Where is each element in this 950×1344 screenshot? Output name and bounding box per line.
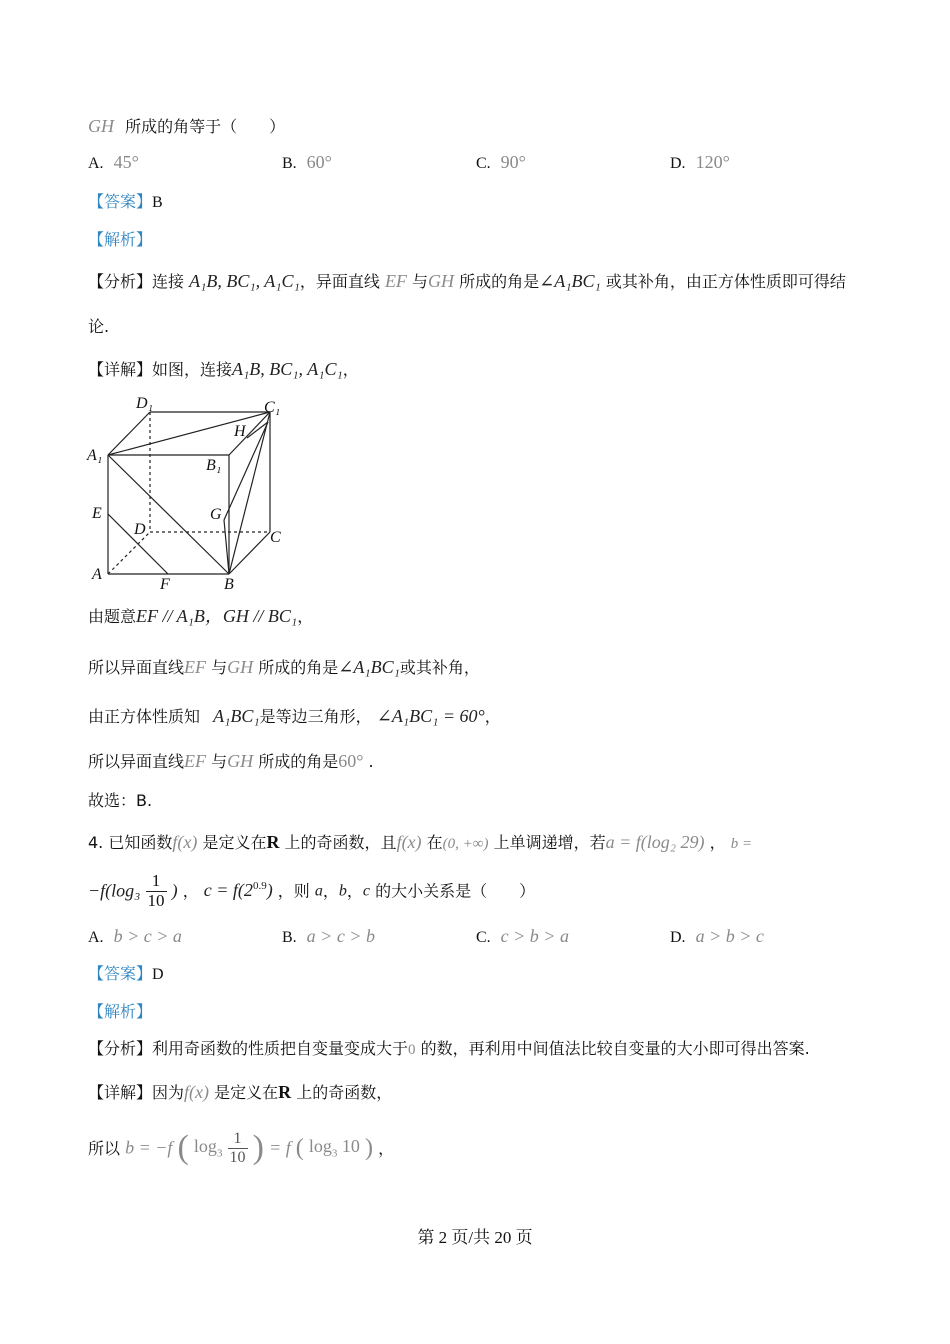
q3-fenxi-cont: 论. bbox=[88, 317, 110, 336]
math: (0, +∞) bbox=[442, 836, 489, 852]
math: R bbox=[278, 1082, 292, 1102]
option-label: A. bbox=[88, 929, 104, 946]
math: A₁B, BC₁, A₁C₁ bbox=[232, 359, 343, 379]
text: 所成的角是 bbox=[258, 658, 339, 677]
option-label: C. bbox=[476, 929, 491, 946]
exponent: 0.9 bbox=[252, 880, 267, 893]
text: 与 bbox=[211, 658, 228, 677]
edge-bc bbox=[229, 532, 270, 574]
text: ， bbox=[378, 1138, 395, 1158]
option-value: c > b > a bbox=[500, 926, 569, 946]
math: A₁BC₁ bbox=[213, 706, 260, 726]
option-value: a > c > b bbox=[306, 926, 375, 946]
fraction bbox=[228, 1130, 248, 1166]
text: 所以 bbox=[88, 1138, 121, 1158]
denominator: 10 bbox=[147, 890, 165, 910]
text: ， bbox=[342, 360, 359, 379]
q4-answer bbox=[88, 964, 164, 984]
q4-xiangjie bbox=[88, 1082, 392, 1104]
text: 所以异面直线 bbox=[88, 752, 185, 771]
text: 所以异面直线 bbox=[88, 658, 185, 677]
q3-option-b bbox=[282, 152, 332, 174]
text: 是等边三角形， bbox=[259, 707, 372, 726]
math: b = bbox=[730, 836, 753, 852]
text: 或其补角，由正方体性质即可得结 bbox=[605, 272, 846, 291]
label-b1: B₁ bbox=[206, 457, 222, 474]
q3-line1 bbox=[88, 606, 313, 628]
q3-answer bbox=[88, 192, 163, 212]
math: c = f(2 bbox=[203, 880, 253, 901]
text: ，则 bbox=[277, 881, 310, 901]
q4-option-c bbox=[476, 926, 569, 948]
math: ) bbox=[171, 880, 178, 901]
q3-analysis-tag: 【解析】 bbox=[88, 230, 153, 249]
text: 在 bbox=[426, 833, 443, 852]
text: . bbox=[368, 752, 374, 771]
math: EF // A₁B，GH // BC₁ bbox=[136, 606, 298, 626]
paren-open: ( bbox=[295, 1135, 304, 1161]
math: GH bbox=[428, 271, 455, 291]
text: ， bbox=[709, 833, 726, 852]
q4-last-line bbox=[88, 1128, 394, 1174]
q3-line2 bbox=[88, 657, 480, 679]
xiangjie-tag: 【详解】 bbox=[88, 1083, 153, 1102]
answer-value: B bbox=[152, 194, 163, 211]
edge-a1d1 bbox=[108, 412, 150, 455]
math: A₁B, BC₁, A₁C₁ bbox=[189, 271, 300, 291]
text: ， bbox=[182, 881, 199, 901]
fraction bbox=[146, 872, 167, 910]
answer-tag: 【答案】 bbox=[88, 192, 153, 211]
math: = f bbox=[269, 1137, 291, 1158]
math: 60° bbox=[338, 751, 364, 771]
text: 所成的角是 bbox=[459, 272, 540, 291]
q3-stem bbox=[88, 116, 285, 138]
text: 是定义在 bbox=[214, 1083, 279, 1102]
page-footer: 第 2 页/共 20 页 bbox=[417, 1228, 533, 1247]
text: 上的奇函数， bbox=[296, 1083, 393, 1102]
subscript: 3 bbox=[331, 1147, 338, 1160]
math: ∠A₁BC₁ bbox=[539, 271, 601, 291]
text: 4. 已知函数 bbox=[88, 833, 173, 852]
q3-stem-math: GH bbox=[88, 116, 114, 136]
math: a bbox=[314, 882, 323, 900]
text: 上单调递增，若 bbox=[493, 833, 606, 852]
answer-tag: 【答案】 bbox=[88, 964, 153, 983]
text: 是定义在 bbox=[202, 833, 267, 852]
label-c: C bbox=[270, 529, 281, 546]
q3-line3 bbox=[88, 706, 501, 728]
text: 利用奇函数的性质把自变量变成大于 bbox=[152, 1039, 409, 1058]
math: GH bbox=[227, 657, 254, 677]
math: 10 bbox=[341, 1136, 360, 1157]
text: 的大小关系是（ ） bbox=[375, 881, 536, 901]
math: f(x) bbox=[396, 832, 422, 852]
math: f(x) bbox=[172, 832, 198, 852]
q3-option-c bbox=[476, 152, 526, 174]
q3-choose: 故选：B. bbox=[88, 791, 153, 810]
math: log bbox=[193, 1136, 217, 1157]
label-d: D bbox=[134, 521, 146, 538]
numerator: 1 bbox=[146, 872, 167, 892]
denominator: 10 bbox=[229, 1148, 246, 1166]
option-label: B. bbox=[282, 155, 297, 172]
math: R bbox=[266, 832, 280, 852]
math: c bbox=[362, 882, 371, 900]
numerator: 1 bbox=[228, 1130, 248, 1149]
xiangjie-tag: 【详解】 bbox=[88, 360, 153, 379]
label-a1: A₁ bbox=[87, 447, 103, 464]
text: 与 bbox=[412, 272, 429, 291]
cube-figure bbox=[84, 392, 294, 592]
option-value: b > c > a bbox=[113, 926, 182, 946]
text: 与 bbox=[211, 752, 228, 771]
math: −f(log₃ bbox=[88, 880, 141, 901]
text: 的数，再利用中间值法比较自变量的大小即可得出答案. bbox=[420, 1039, 810, 1058]
option-value: a > b > c bbox=[695, 926, 764, 946]
q4-stem-line2 bbox=[88, 872, 535, 916]
text: 上的奇函数，且 bbox=[284, 833, 397, 852]
segment-gb bbox=[224, 520, 229, 574]
option-value: 60° bbox=[306, 152, 332, 172]
q3-stem-text: 所成的角等于（ ） bbox=[125, 117, 286, 136]
option-label: D. bbox=[670, 155, 686, 172]
option-label: B. bbox=[282, 929, 297, 946]
text: 由题意 bbox=[88, 607, 137, 626]
q4-option-b bbox=[282, 926, 375, 948]
math: GH bbox=[227, 751, 254, 771]
math: ∠A₁BC₁ = 60° bbox=[376, 706, 485, 726]
math: b bbox=[338, 882, 347, 900]
q3-fenxi bbox=[88, 271, 846, 293]
q4-option-d bbox=[670, 926, 764, 948]
label-g: G bbox=[210, 506, 222, 523]
label-f: F bbox=[160, 576, 170, 592]
math: b = −f bbox=[125, 1137, 173, 1158]
edge-ad-hidden bbox=[108, 532, 150, 574]
math: EF bbox=[384, 271, 407, 291]
q4-stem bbox=[88, 832, 752, 854]
segment-a1c1 bbox=[108, 412, 270, 455]
c-def bbox=[204, 880, 273, 900]
text: ， bbox=[322, 881, 339, 901]
text: 或其补角， bbox=[399, 658, 480, 677]
q3-option-a bbox=[88, 152, 139, 174]
log-term bbox=[308, 1136, 360, 1160]
math: ) bbox=[266, 880, 273, 901]
math: ∠A₁BC₁ bbox=[338, 657, 400, 677]
option-value: 120° bbox=[695, 152, 730, 172]
option-label: A. bbox=[88, 155, 104, 172]
option-value: 45° bbox=[113, 152, 139, 172]
label-a: A bbox=[92, 566, 102, 583]
label-e: E bbox=[92, 505, 102, 522]
label-h: H bbox=[234, 423, 246, 440]
text: ， bbox=[346, 881, 363, 901]
math: a = f(log₂ 29) bbox=[605, 832, 705, 852]
option-value: 90° bbox=[500, 152, 526, 172]
log-term bbox=[193, 1136, 223, 1160]
text: ，异面直线 bbox=[299, 272, 380, 291]
paren-close: ) bbox=[365, 1135, 373, 1161]
text: 因为 bbox=[152, 1083, 185, 1102]
math: EF bbox=[184, 657, 207, 677]
paren-close: ) bbox=[252, 1129, 264, 1166]
text: ， bbox=[484, 707, 501, 726]
label-c1: C₁ bbox=[264, 399, 281, 416]
subscript: 3 bbox=[216, 1147, 223, 1160]
math: log bbox=[308, 1136, 332, 1157]
q4-analysis-tag: 【解析】 bbox=[88, 1002, 153, 1021]
option-label: C. bbox=[476, 155, 491, 172]
text: 如图，连接 bbox=[152, 360, 233, 379]
text: ， bbox=[297, 607, 314, 626]
text: 由正方体性质知 bbox=[88, 707, 201, 726]
q4-fenxi bbox=[88, 1039, 810, 1059]
paren-open: ( bbox=[177, 1129, 189, 1166]
label-b: B bbox=[224, 576, 234, 592]
math: EF bbox=[184, 751, 207, 771]
q3-xiangjie bbox=[88, 359, 359, 381]
label-d1: D₁ bbox=[136, 395, 154, 412]
math: f(x) bbox=[184, 1082, 210, 1102]
text: 连接 bbox=[152, 272, 185, 291]
q3-option-d bbox=[670, 152, 730, 174]
fenxi-tag: 【分析】 bbox=[88, 272, 153, 291]
q3-line4 bbox=[88, 751, 374, 773]
math: 0 bbox=[408, 1042, 416, 1058]
answer-value: D bbox=[152, 966, 164, 983]
option-label: D. bbox=[670, 929, 686, 946]
fenxi-tag: 【分析】 bbox=[88, 1039, 153, 1058]
text: 所成的角是 bbox=[258, 752, 339, 771]
q4-option-a bbox=[88, 926, 182, 948]
